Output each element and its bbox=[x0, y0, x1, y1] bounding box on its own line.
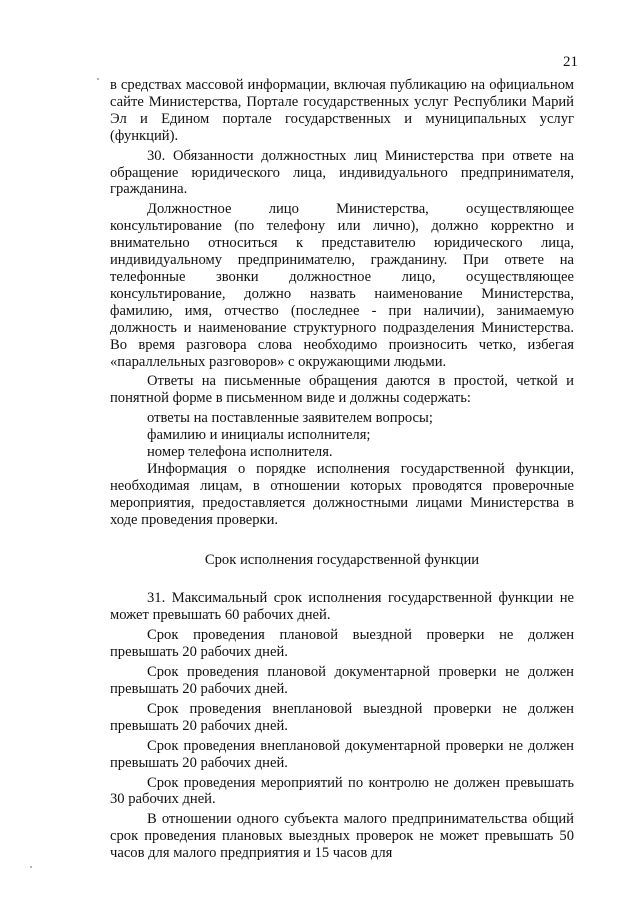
scan-speck bbox=[97, 78, 99, 80]
paragraph-written-replies: Ответы на письменные обращения даются в простой, четкой и понятной форме в письменном виде и должны содержать: bbox=[110, 373, 574, 407]
paragraph-control-measures-term: Срок проведения мероприятий по контролю не должен превышать 30 рабочих дней. bbox=[110, 774, 574, 808]
list-item: фамилию и инициалы исполнителя; bbox=[147, 427, 371, 444]
paragraph-official-conduct: Должностное лицо Министерства, осуществляющее консультирование (по телефону или лично), должно корректно и внимательно относиться к представителю юридического лица, индивидуальному предпринимателю, гражданину. При ответе на телефонные звонки должностное лицо, осуществляющее консультирование, должно назвать наименование Министерства, фамилию, имя, отчество (последнее - при наличии), занимаемую должность и наименование структурного подразделения Министерства. Во время разговора слова необходимо произносить четко, избегая «параллельных разговоров» с окружающими людьми. bbox=[110, 201, 574, 370]
paragraph-small-business-limit: В отношении одного субъекта малого предпринимательства общий срок проведения плановых выездных проверок не может превышать 50 часов для малого предприятия и 15 часов для bbox=[110, 811, 574, 862]
list-item: номер телефона исполнителя. bbox=[147, 444, 333, 461]
paragraph-item-30-title: 30. Обязанности должностных лиц Министерства при ответе на обращение юридического лица, индивидуального предпринимателя, гражданина. bbox=[110, 147, 574, 198]
paragraph-unplanned-document-term: Срок проведения внеплановой документарной проверки не должен превышать 20 рабочих дней. bbox=[110, 737, 574, 771]
paragraph-item-31: 31. Максимальный срок исполнения государственной функции не может превышать 60 рабочих дней. bbox=[110, 590, 574, 624]
list-item: ответы на поставленные заявителем вопросы; bbox=[147, 410, 433, 427]
paragraph-procedure-info: Информация о порядке исполнения государственной функции, необходимая лицам, в отношении которых проводятся проверочные мероприятия, предоставляется должностными лицами Министерства в ходе проведения проверки. bbox=[110, 460, 574, 528]
page-number: 21 bbox=[563, 54, 578, 70]
section-heading: Срок исполнения государственной функции bbox=[204, 551, 480, 568]
scan-speck bbox=[30, 866, 32, 868]
document-body bbox=[110, 77, 574, 865]
paragraph-unplanned-onsite-term: Срок проведения внеплановой выездной проверки не должен превышать 20 рабочих дней. bbox=[110, 700, 574, 734]
paragraph-planned-onsite-term: Срок проведения плановой выездной проверки не должен превышать 20 рабочих дней. bbox=[110, 627, 574, 661]
paragraph-publication-continued: в средствах массовой информации, включая публикацию на официальном сайте Министерства, Портале государственных услуг Республики Марий Эл и Едином портале государственных и муниципальных услуг (функций). bbox=[110, 77, 574, 144]
paragraph-planned-document-term: Срок проведения плановой документарной проверки не должен превышать 20 рабочих дней. bbox=[110, 664, 574, 697]
